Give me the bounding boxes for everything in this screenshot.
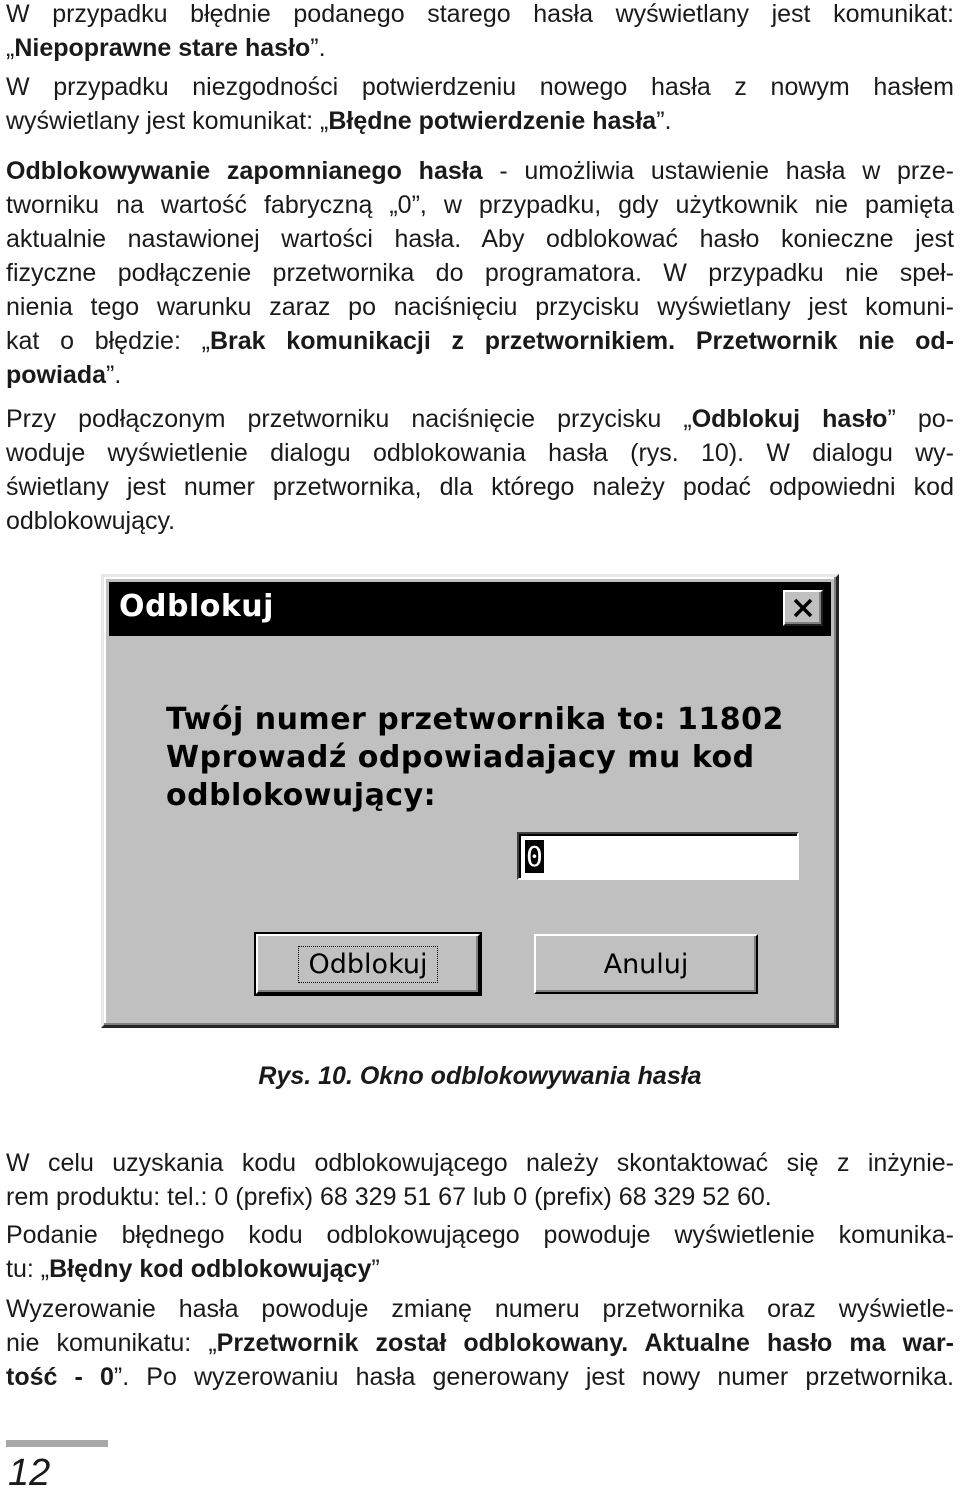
message-line-code: odblokowujący: [166, 778, 437, 813]
text-line: „Niepoprawne stare hasło”. [6, 34, 326, 62]
unlock-dialog [101, 574, 839, 1028]
paragraph-unlock [6, 154, 954, 392]
close-button[interactable] [783, 590, 823, 626]
message-old-password: Niepoprawne stare hasło [14, 34, 311, 62]
text-line: kat o błędzie: „Brak komunikacji z przetwornikiem. Przetwornik nie od- [6, 327, 954, 355]
text-line: W celu uzyskania kodu odblokowującego należy skontaktować się z inżynie- [6, 1149, 954, 1177]
text-line: nie komunikatu: „Przetwornik został odblokowany. Aktualne hasło ma war- [6, 1329, 955, 1357]
text-line: fizyczne podłączenie przetwornika do programatora. W przypadku nie speł- [6, 259, 954, 287]
text-line: tworniku na wartość fabryczną „0”, w przypadku, gdy użytkownik nie pamięta [6, 191, 954, 219]
text-line: powiada”. [6, 361, 122, 389]
dialog-titlebar [109, 582, 831, 636]
unlock-code-input[interactable] [517, 832, 799, 880]
dialog-title: Odblokuj [119, 589, 274, 624]
text-line: tość - 0”. Po wyzerowaniu hasła generowany jest nowy numer przetwornika. [6, 1363, 954, 1391]
text-line: świetlany jest numer przetwornika, dla którego należy podać odpowiedni kod [6, 473, 954, 501]
paragraph-unlock-button [6, 402, 954, 538]
paragraph-wrong-old-password [6, 0, 954, 65]
text-line: woduje wyświetlenie dialogu odblokowania hasła (rys. 10). W dialogu wy- [6, 439, 954, 467]
message-wrong-code: Błędny kod odblokowujący [49, 1255, 372, 1283]
text-line: W przypadku niezgodności potwierdzeniu nowego hasła z nowym hasłem [6, 73, 954, 101]
text-line: tu: „Błędny kod odblokowujący” [6, 1255, 380, 1283]
message-no-communication: Brak komunikacji z przetwornikiem. Przetwornik nie od- [209, 327, 954, 355]
cancel-button[interactable] [534, 934, 758, 994]
unlock-button[interactable] [256, 934, 480, 994]
message-unlocked: Przetwornik został odblokowany. Aktualne hasło ma war- [216, 1329, 955, 1357]
paragraph-mismatch [6, 70, 954, 138]
paragraph-wrong-code [6, 1218, 954, 1286]
text-line: Wyzerowanie hasła powoduje zmianę numeru przetwornika oraz wyświetle- [6, 1295, 954, 1323]
text-line: W przypadku błędnie podanego starego hasła wyświetlany jest komunikat: [6, 0, 954, 28]
text-line: odblokowujący. [6, 507, 176, 535]
term-unlock: Odblokowywanie zapomnianego hasła [6, 157, 483, 185]
close-icon [792, 598, 814, 618]
paragraph-contact [6, 1146, 954, 1214]
text-line: rem produktu: tel.: 0 (prefix) 68 329 51 67 lub 0 (prefix) 68 329 52 60. [6, 1183, 772, 1211]
footer-rule [6, 1440, 108, 1447]
text-line: aktualnie nastawionej wartości hasła. Aby odblokować hasło konieczne jest [6, 225, 954, 253]
text-line: wyświetlany jest komunikat: „Błędne potwierdzenie hasła”. [6, 107, 672, 135]
text-line: Przy podłączonym przetworniku naciśnięcie przycisku „Odblokuj hasło” po- [6, 405, 954, 433]
dialog-message [166, 701, 784, 815]
page-number: 12 [8, 1452, 51, 1494]
paragraph-reset [6, 1292, 954, 1394]
message-line-prompt: Wprowadź odpowiadajacy mu kod [166, 740, 755, 775]
unlock-code-value: 0 [526, 840, 543, 873]
text-line: Podanie błędnego kodu odblokowującego powoduje wyświetlenie komunika- [6, 1221, 954, 1249]
text-line: nienia tego warunku zaraz po naciśnięciu przycisku wyświetlany jest komuni- [6, 293, 954, 321]
message-mismatch: Błędne potwierdzenie hasła [328, 107, 657, 135]
message-line-number: Twój numer przetwornika to: 11802 [166, 702, 784, 737]
text-line: Odblokowywanie zapomnianego hasła - umożliwia ustawienie hasła w prze- [6, 157, 954, 185]
term-unlock-password: Odblokuj hasło [691, 405, 888, 433]
cancel-button-label: Anuluj [603, 948, 689, 980]
unlock-button-label: Odblokuj [298, 946, 439, 983]
figure-caption: Rys. 10. Okno odblokowywania hasła [258, 1062, 702, 1090]
